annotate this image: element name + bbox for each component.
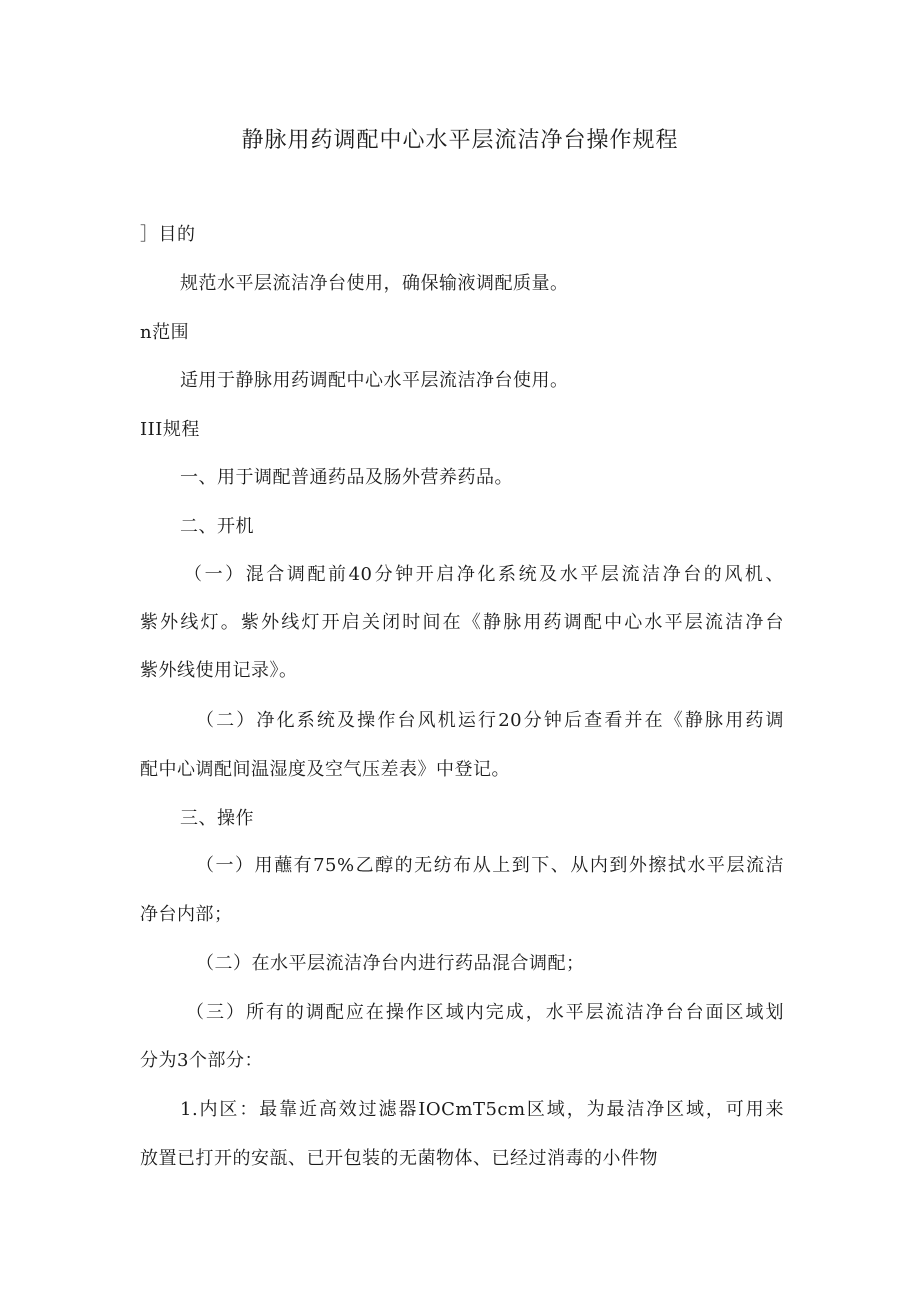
procedure-item-1: 一、用于调配普通药品及肠外营养药品。 xyxy=(180,467,513,488)
startup-step-2-line-2: 配中心调配间温湿度及空气压差表》中登记。 xyxy=(140,759,510,780)
startup-step-1-line-2: 紫外线灯。紫外线灯开启关闭时间在《静脉用药调配中心水平层流洁净台 xyxy=(140,612,784,633)
paragraph-scope: 适用于静脉用药调配中心水平层流洁净台使用。 xyxy=(180,370,569,391)
operation-step-1-line-2: 净台内部； xyxy=(140,904,233,925)
operation-step-2: （二）在水平层流洁净台内进行药品混合调配； xyxy=(196,953,585,974)
zone-inner-line-1: 1.内区：最靠近高效过滤器IOCmT5cm区域，为最洁净区域，可用来 xyxy=(180,1099,784,1120)
document-title: 静脉用药调配中心水平层流洁净台操作规程 xyxy=(241,128,679,153)
operation-step-1-line-1: （一）用蘸有75%乙醇的无纺布从上到下、从内到外擦拭水平层流洁 xyxy=(196,855,784,876)
paragraph-purpose: 规范水平层流洁净台使用，确保输液调配质量。 xyxy=(180,273,569,294)
startup-step-2-line-1: （二）净化系统及操作台风机运行20分钟后查看并在《静脉用药调 xyxy=(196,710,784,731)
procedure-heading-operation: 三、操作 xyxy=(180,808,254,829)
section-heading-procedure: III规程 xyxy=(140,419,200,440)
startup-step-1-line-1: （一）混合调配前40分钟开启净化系统及水平层流洁净台的风机、 xyxy=(184,564,784,585)
section-heading-scope: n范围 xyxy=(140,322,190,343)
operation-step-3-line-2: 分为3个部分： xyxy=(140,1050,263,1071)
section-heading-purpose: ］目的 xyxy=(140,224,196,245)
startup-step-1-line-3: 紫外线使用记录》。 xyxy=(140,660,298,681)
zone-inner-line-2: 放置已打开的安瓿、已开包装的无菌物体、已经过消毒的小件物 xyxy=(140,1148,658,1169)
operation-step-3-line-1: （三）所有的调配应在操作区域内完成，水平层流洁净台台面区域划 xyxy=(186,1002,784,1023)
procedure-heading-startup: 二、开机 xyxy=(180,516,254,537)
